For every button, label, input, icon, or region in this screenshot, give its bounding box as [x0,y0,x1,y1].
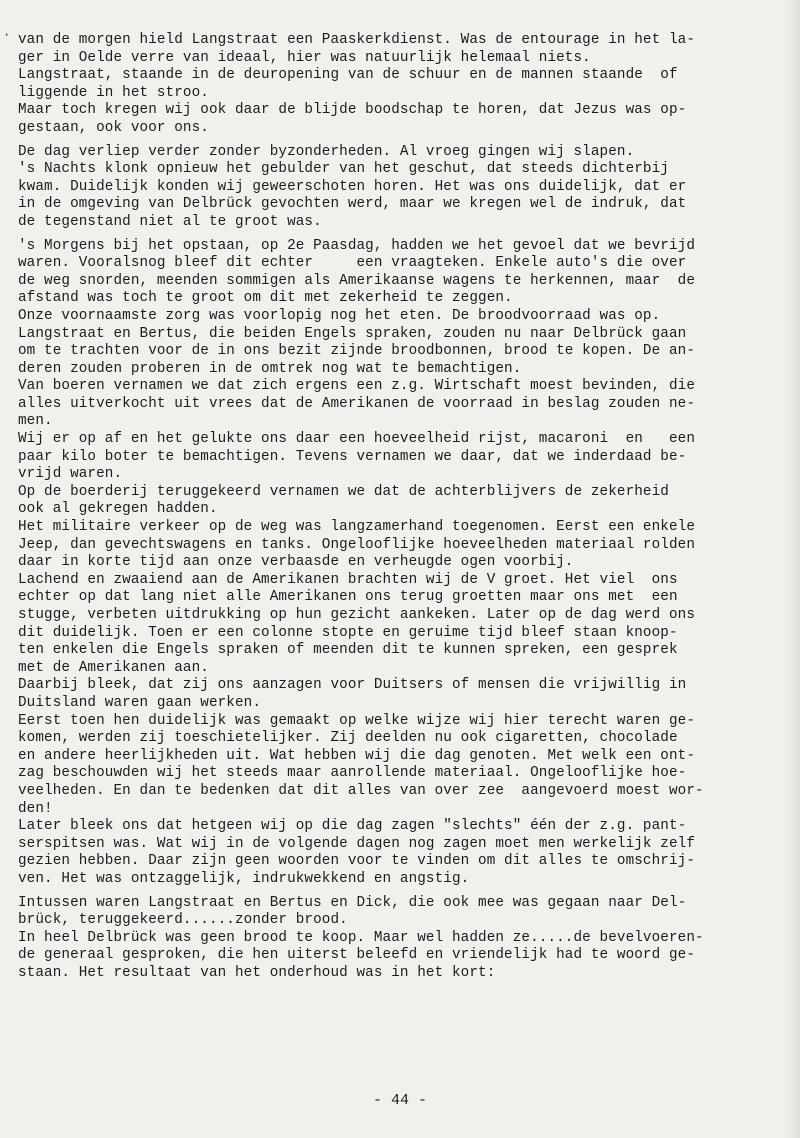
text-line: gezien hebben. Daar zijn geen woorden voor te vinden om dit alles te omschrij- [18,853,696,870]
text-line: de tegenstand niet al te groot was. [18,213,322,230]
text-line: In heel Delbrück was geen brood te koop. Maar wel hadden ze.....de bevelvoeren- [18,929,704,946]
text-line: ten enkelen die Engels spraken of meenden dit te kunnen spreken, een gesprek [18,642,678,659]
text-line: echter op dat lang niet alle Amerikanen ons terug groetten maar ons met een [18,589,678,606]
text-line: ven. Het was ontzaggelijk, indrukwekkend en angstig. [18,870,470,887]
text-line: Eerst toen hen duidelijk was gemaakt op welke wijze wij hier terecht waren ge- [18,712,696,729]
text-line: Jeep, dan gevechtswagens en tanks. Ongelooflijke hoeveelheden materiaal rolden [18,536,696,553]
text-line: Duitsland waren gaan werken. [18,694,262,711]
text-line: deren zouden proberen in de omtrek nog wat te bemachtigen. [18,360,522,377]
text-line: om te trachten voor de in ons bezit zijnde broodbonnen, brood te kopen. De an- [18,343,696,360]
body-text [18,32,782,982]
text-line: stugge, verbeten uitdrukking op hun gezicht aankeken. Later op de dag werd ons [18,607,696,623]
text-line: 's Morgens bij het opstaan, op 2e Paasdag, hadden we het gevoel dat we bevrijd [18,237,696,254]
text-line: Langstraat en Bertus, die beiden Engels spraken, zouden nu naar Delbrück gaan [18,325,687,342]
text-line: daar in korte tijd aan onze verbaasde en verheugde ogen voorbij. [18,554,574,571]
text-line: Onze voornaamste zorg was voorlopig nog het eten. De broodvoorraad was op. [18,307,661,324]
text-line: Daarbij bleek, dat zij ons aanzagen voor Duitsers of mensen die vrijwillig in [18,677,687,694]
paragraph [18,238,782,889]
page-number: - 44 - [372,1092,427,1109]
paragraph [18,144,782,232]
text-line: brück, teruggekeerd......zonder brood. [18,912,348,929]
text-line: ook al gekregen hadden. [18,501,218,518]
text-line: paar kilo boter te bemachtigen. Tevens vernamen we daar, dat we inderdaad be- [18,448,687,465]
text-line: Maar toch kregen wij ook daar de blijde boodschap te horen, dat Jezus was op- [18,102,687,119]
text-line: de weg snorden, meenden sommigen als Amerikaanse wagens te herkennen, maar de [18,272,696,289]
text-line: kwam. Duidelijk konden wij geweerschoten horen. Het was ons duidelijk, dat er [18,178,687,195]
text-line: van de morgen hield Langstraat een Paaskerkdienst. Was de entourage in het la- [18,32,696,48]
text-line: ger in Oelde verre van ideaal, hier was natuurlijk helemaal niets. [18,49,591,66]
text-line: komen, werden zij toeschietelijker. Zij deelden nu ook cigaretten, chocolade [18,730,678,747]
text-line: alles uitverkocht uit vrees dat de Amerikanen de voorraad in beslag zouden ne- [18,395,696,412]
text-line: liggende in het stroo. [18,84,209,101]
text-line: serspitsen was. Wat wij in de volgende dagen nog zagen moet men werkelijk zelf [18,835,696,852]
text-line: en andere heerlijkheden uit. Wat hebben wij die dag genoten. Met welk een ont- [18,747,696,764]
text-line: den! [18,800,53,817]
scan-edge-shadow [786,0,800,1138]
text-line: Wij er op af en het gelukte ons daar een hoeveelheid rijst, macaroni en een [18,431,696,448]
text-line: veelheden. En dan te bedenken dat dit alles van over zee aangevoerd moest wor- [18,782,704,799]
text-line: staan. Het resultaat van het onderhoud was in het kort: [18,964,496,981]
corner-mark: · [3,28,11,42]
text-line: de generaal gesproken, die hen uiterst beleefd en vriendelijk had te woord ge- [18,947,696,964]
text-line: De dag verliep verder zonder byzonderheden. Al vroeg gingen wij slapen. [18,143,635,160]
text-line: men. [18,413,53,430]
paragraph [18,32,782,138]
text-line: vrijd waren. [18,466,123,483]
text-line: afstand was toch te groot om dit met zekerheid te zeggen. [18,290,513,307]
text-line: dit duidelijk. Toen er een colonne stopte en geruime tijd bleef staan knoop- [18,624,678,641]
text-line: Intussen waren Langstraat en Bertus en Dick, die ook mee was gegaan naar Del- [18,894,687,911]
text-line: Later bleek ons dat hetgeen wij op die dag zagen "slechts" één der z.g. pant- [18,818,687,835]
text-line: gestaan, ook voor ons. [18,119,209,136]
text-line: zag beschouwden wij het steeds maar aanrollende materiaal. Ongelooflijke hoe- [18,765,687,782]
text-line: waren. Vooralsnog bleef dit echter een vraagteken. Enkele auto's die over [18,255,687,272]
text-line: Op de boerderij teruggekeerd vernamen we dat de achterblijvers de zekerheid [18,483,669,500]
text-line: met de Amerikanen aan. [18,659,209,676]
text-line: in de omgeving van Delbrück gevochten werd, maar we kregen wel de indruk, dat [18,196,687,213]
text-line: Het militaire verkeer op de weg was langzamerhand toegenomen. Eerst een enkele [18,519,696,536]
paragraph [18,895,782,983]
text-line: Van boeren vernamen we dat zich ergens een z.g. Wirtschaft moest bevinden, die [18,378,696,395]
text-line: Lachend en zwaaiend aan de Amerikanen brachten wij de V groet. Het viel ons [18,571,678,588]
text-line: Langstraat, staande in de deuropening van de schuur en de mannen staande of [18,67,678,84]
text-line: 's Nachts klonk opnieuw het gebulder van het geschut, dat steeds dichterbij [18,161,669,178]
